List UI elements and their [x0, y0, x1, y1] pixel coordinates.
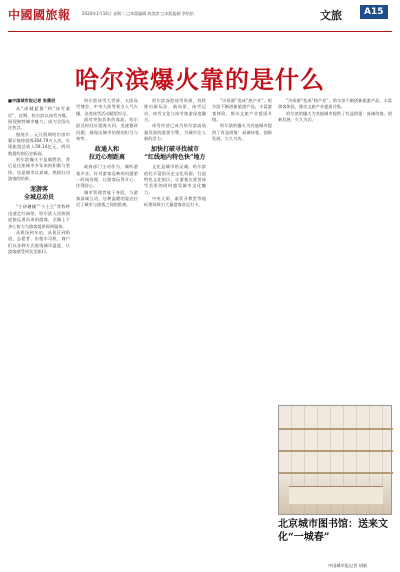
subhead [8, 186, 70, 202]
subhead-line: 政通人和 [94, 146, 119, 154]
paragraph: “冷资源”变成“热产业”，哈尔滨不断创新旅游产品，丰富游客体验，推动文旅产业提质升级。 [212, 98, 272, 123]
headline: 哈尔滨爆火靠的是什么 [75, 65, 325, 94]
shelf-graphic [279, 428, 393, 430]
subhead-line: 宠游客 [29, 186, 48, 194]
paragraph: 冰雪经济已成为哈尔滨高质量发展的重要引擎，为城市注入新的活力。 [144, 123, 206, 142]
section-name: 文旅 [320, 9, 342, 22]
paragraph: 文化是城市的灵魂。哈尔滨依托丰富的历史文化资源，打造特色文化街区，让游客在欣赏冰雪美景的同时感受城市文化魅力。 [144, 164, 206, 195]
shelf-graphic [279, 472, 393, 474]
reading-table-graphic [289, 486, 383, 504]
subhead-line: 加快打破寻找城市 [150, 146, 199, 154]
paragraph: 城市管理者放下身段，与游客真诚互动，这种温暖的姿态拉近了城市与游客之间的距离。 [76, 189, 138, 208]
paragraph: 哈尔滨的爆火为其他城市提供了有益借鉴：真诚待客、创新发展、久久为功。 [212, 123, 272, 142]
paragraph: 面对突如其来的客流，哈尔滨及时回应游客关切，迅速整改问题，展现出城市治理的担当与效率。 [76, 117, 138, 142]
article-column-2 [76, 98, 138, 568]
credit: 中国城市报记者 胡新 [328, 563, 368, 568]
subhead-line: “红线地内特色快”地方 [144, 154, 206, 162]
shelf-graphic [279, 450, 393, 452]
byline: ■中国城市报记者 张晨辰 [8, 98, 56, 103]
paragraph: “小砂糖橘”“小土豆”等称呼迅速走红网络，哈尔滨人用热情迎接远道而来的游客，全城上下齐心协力为游客提供周到服务。 [8, 204, 70, 229]
paragraph: 哈尔滨冰雪大世界、太阳岛雪博会、中央大街等景点人气火爆，各类冰雪活动精彩纷呈。 [76, 98, 138, 116]
paragraph: 据统计，元旦假期哈尔滨市累计接待游客304.79万人次，实现旅游总收入59.14亿元，两项数据均创历史新高。 [8, 131, 70, 156]
issue-line: 2024年1月16日 星期二 □本版编辑 何滨滨 □本版监制 李怡怡 [82, 11, 194, 16]
subhead-line: 全城总动员 [23, 194, 54, 202]
masthead [0, 0, 400, 36]
article-column-4 [212, 98, 272, 568]
newspaper-logo: 中國國旅報 [8, 8, 71, 22]
photo-caption: 北京城市图书馆：送来文化“一城春” [278, 519, 388, 543]
masthead-rule [8, 31, 392, 32]
paragraph: 哈尔滨的爆火为其他城市提供了有益借鉴：真诚待客、创新发展、久久为功。 [278, 110, 392, 123]
article-column-5 [278, 98, 392, 398]
subhead [76, 146, 138, 162]
paragraph: 哈尔滨深挖冰雪资源，持续推出新玩法、新场景，冰雪运动、冰雪文化与冰雪旅游深度融合。 [144, 98, 206, 123]
subhead [144, 146, 206, 162]
paragraph: 从“冰城夏都”到“冰雪童话”，近期，哈尔滨以冰雪为媒，展现独特城市魅力，成为全国关注焦点。 [8, 106, 70, 131]
paragraph: 哈尔滨爆火不是偶然的，背后是这座城市多年来的积累与坚持，也是城市以真诚、热情打动游客的结果。 [8, 157, 70, 182]
paragraph: 从机场到车站，从景区到街道，志愿者、出租车司机、商户们以各种方式展现城市温度，让游客感受到宾至如归。 [8, 229, 70, 254]
article-column-1 [8, 98, 70, 568]
paragraph: 政府部门主动作为，倾听游客声音，针对游客反映的问题第一时间处理，让游客玩得开心、住得舒心。 [76, 164, 138, 189]
page-number-badge: A15 [360, 5, 388, 19]
paragraph: 中央大街、索菲亚教堂等地标建筑吸引大量游客驻足打卡。 [144, 196, 206, 208]
library-photo [278, 405, 392, 515]
article-column-3 [144, 98, 206, 568]
paragraph: “冷资源”变成“热产业”，哈尔滨不断创新旅游产品，丰富游客体验，推动文旅产业提质升级。 [278, 98, 392, 110]
subhead-line: 拉近心理距离 [88, 154, 125, 162]
